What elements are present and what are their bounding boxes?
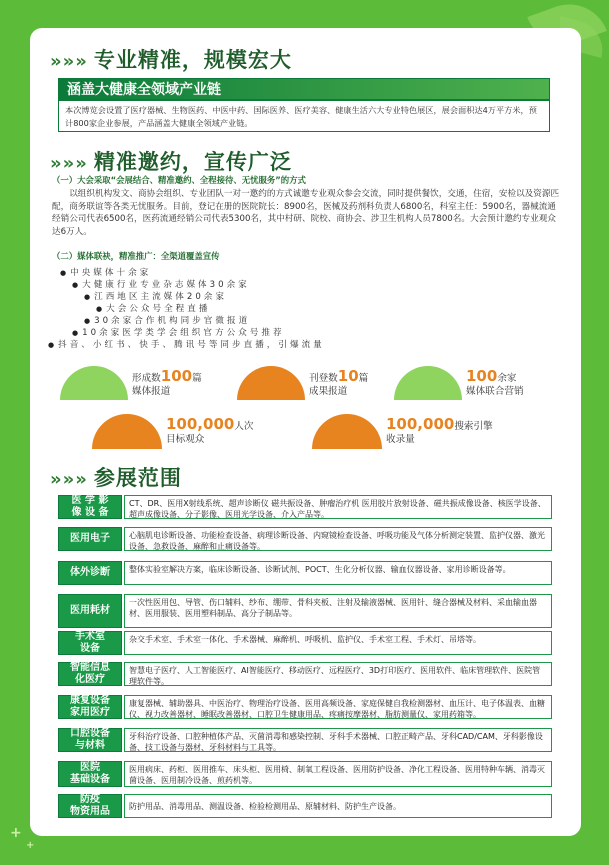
section1-intro: 本次博览会设置了医疗器械、生物医药、中医中药、国际医养、医疗美容、健康生活六大专业特色展区，展会面积达4万平方米，预计800家企业参展，产品涵盖大健康全领域产业链。 bbox=[58, 100, 550, 132]
arrows-icon: »»» bbox=[50, 51, 88, 72]
scope-content: 康复器械、辅助器具、中医治疗、物理治疗设备、医用高频设备、家庭保健自我检测器材、血压计、电子体温表、血糖仪、视力改善器材、睡眠改善器材、口腔卫生健康用品、疼痛按摩器材、脂肪测量仪、家用药箱等。 bbox=[124, 695, 552, 719]
scope-label: 防疫 物资用品 bbox=[58, 794, 122, 818]
stat-text bbox=[386, 415, 493, 446]
scope-row bbox=[58, 495, 552, 519]
stat-caption: 收录量 bbox=[386, 434, 415, 445]
media-item: ● 中央媒体十余家 bbox=[60, 266, 151, 278]
scope-label: 医用电子 bbox=[58, 527, 122, 551]
section1-banner: 涵盖大健康全领域产业链 bbox=[58, 78, 550, 100]
scope-label: 医 学 影 像 设 备 bbox=[58, 495, 122, 519]
scope-row bbox=[58, 728, 552, 752]
stat-caption: 媒体报道 bbox=[132, 386, 171, 397]
section3-title-text: 参展范围 bbox=[93, 466, 182, 490]
scope-content: CT、DR、医用X射线系统、超声诊断仪 磁共振设备、肿瘤治疗机 医用胶片放射设备、磁共振成像设备、核医学设备、超声成像设备、分子影像、医用光学设备、介入产品等。 bbox=[124, 495, 552, 519]
section1-title-text: 专业精准，规模宏大 bbox=[93, 48, 292, 72]
stat-text bbox=[466, 367, 524, 398]
scope-content: 防护用品、消毒用品、测温设备、检验检测用品、原辅材料、防护生产设备。 bbox=[124, 794, 552, 818]
arrows-icon: »»» bbox=[50, 153, 88, 174]
scope-label: 体外诊断 bbox=[58, 561, 122, 585]
stat-prefix: 形成数 bbox=[132, 373, 161, 384]
section2-sub1: （一）大会采取“会展结合、精准邀约、全程接待、无忧服务”的方式 bbox=[52, 175, 306, 185]
arrows-icon: »»» bbox=[50, 469, 88, 490]
media-item: ● 大健康行业专业杂志媒体30余家 bbox=[72, 278, 250, 290]
stat-semicircle bbox=[237, 366, 305, 400]
scope-row bbox=[58, 561, 552, 585]
stat-number: 100 bbox=[160, 367, 193, 385]
media-item: ● 30余家合作机构同步官微报道 bbox=[84, 314, 250, 326]
scope-row bbox=[58, 761, 552, 787]
scope-content: 一次性医用包、导管、伤口辅料、纱布、绷带、骨科夹板、注射及输液器械、医用针、缝合器械及材料、采血输血器材、医用服装、医用塑料制品、高分子制品等。 bbox=[124, 594, 552, 628]
stat-suffix: 人次 bbox=[234, 421, 254, 432]
section2-sub2: （二）媒体联袂，精准推广：全渠道覆盖宣传 bbox=[52, 251, 220, 261]
scope-label: 口腔设备 与材料 bbox=[58, 728, 122, 752]
section2-para1: 以组织机构发文、商协会组织、专业团队一对一邀约的方式诚邀专业观众参会交流，同时提供餐饮，交通，住宿，安检以及资源匹配，商务联谊等各类无忧服务。目前，登记在册的医院院长：8900名，医械及药剂科负责人6800名，科室主任：5900名，器械流通经销公司代表6500名，医药流通经销公司代表5300名，其中村研、院校、商协会、涉卫生机构人员7800名。大会预计邀约专业观众达6万人。 bbox=[52, 189, 560, 237]
stat-semicircle bbox=[92, 414, 162, 449]
scope-label: 智能信息 化医疗 bbox=[58, 662, 122, 686]
section3-title bbox=[50, 462, 182, 492]
stat-semicircle bbox=[60, 366, 128, 400]
scope-content: 杂交手术室、手术室一体化、手术器械、麻醉机、呼吸机、监护仪、手术室工程、手术灯、吊塔等。 bbox=[124, 631, 552, 655]
plus-decoration: + bbox=[10, 825, 22, 841]
scope-content: 整体实验室解决方案，临床诊断设备、诊断试剂、POCT、生化分析仪器、输血仪器设备、家用诊断设备等。 bbox=[124, 561, 552, 585]
stat-suffix: 篇 bbox=[192, 373, 202, 384]
media-item: ● 10余家医学类学会组织官方公众号推荐 bbox=[72, 326, 285, 338]
stat-suffix: 余家 bbox=[497, 373, 517, 384]
scope-label: 康复设备 家用医疗 bbox=[58, 695, 122, 719]
section2-title bbox=[50, 146, 292, 176]
media-item: ● 江西地区主流媒体20余家 bbox=[84, 290, 227, 302]
stat-number: 100 bbox=[466, 367, 498, 385]
stat-semicircle bbox=[394, 366, 462, 400]
scope-label: 医院 基础设备 bbox=[58, 761, 122, 787]
stat-suffix: 搜索引擎 bbox=[454, 421, 493, 432]
stat-caption: 目标观众 bbox=[166, 434, 205, 445]
scope-content: 心脑肌电诊断设备、功能检查设备、病理诊断设备、内窥镜检查设备、呼吸功能及气体分析测定装置、监护仪器、激光设备、急救设备、麻醉和止痛设备等。 bbox=[124, 527, 552, 551]
stat-caption: 成果报道 bbox=[309, 386, 348, 397]
section2-title-text: 精准邀约，宣传广泛 bbox=[93, 150, 292, 174]
scope-content: 牙科治疗设备、口腔种植体产品、灭菌消毒和感染控制、牙科手术器械、口腔正畸产品、牙科CAD/CAM、牙科影像设备、技工设备与器材、牙科材料与工具等。 bbox=[124, 728, 552, 752]
scope-row bbox=[58, 794, 552, 818]
stat-prefix: 刊登数 bbox=[309, 373, 338, 384]
stat-number: 10 bbox=[337, 367, 359, 385]
stat-number: 100,000 bbox=[386, 415, 455, 433]
scope-row bbox=[58, 695, 552, 719]
scope-content: 智慧电子医疗、人工智能医疗、AI智能医疗、移动医疗、远程医疗、3D打印医疗、医用软件、临床管理软件、医院管理软件等。 bbox=[124, 662, 552, 686]
media-item: ● 抖音、小红书、快手、腾讯号等同步直播，引爆流量 bbox=[48, 338, 325, 350]
flyer-page bbox=[30, 28, 581, 836]
scope-label: 医用耗材 bbox=[58, 594, 122, 628]
media-list bbox=[30, 266, 581, 350]
media-item: ● 大会公众号全程直播 bbox=[96, 302, 210, 314]
scope-row bbox=[58, 527, 552, 551]
scope-content: 医用病床、药柜、医用推车、床头柜、医用椅、制氧工程设备、医用防护设备、净化工程设备、医用特种车辆、消毒灭菌设备、医用制冷设备、煎药机等。 bbox=[124, 761, 552, 787]
scope-row bbox=[58, 594, 552, 628]
scope-row bbox=[58, 662, 552, 686]
stat-text bbox=[166, 415, 254, 446]
stat-semicircle bbox=[312, 414, 382, 449]
scope-label: 手术室 设备 bbox=[58, 631, 122, 655]
plus-decoration: + bbox=[26, 840, 35, 851]
stat-number: 100,000 bbox=[166, 415, 235, 433]
stat-caption: 媒体联合营销 bbox=[466, 386, 524, 397]
stat-text bbox=[309, 367, 369, 398]
scope-row bbox=[58, 631, 552, 655]
section1-title bbox=[50, 44, 292, 74]
stat-text bbox=[132, 367, 202, 398]
stat-suffix: 篇 bbox=[358, 373, 369, 384]
